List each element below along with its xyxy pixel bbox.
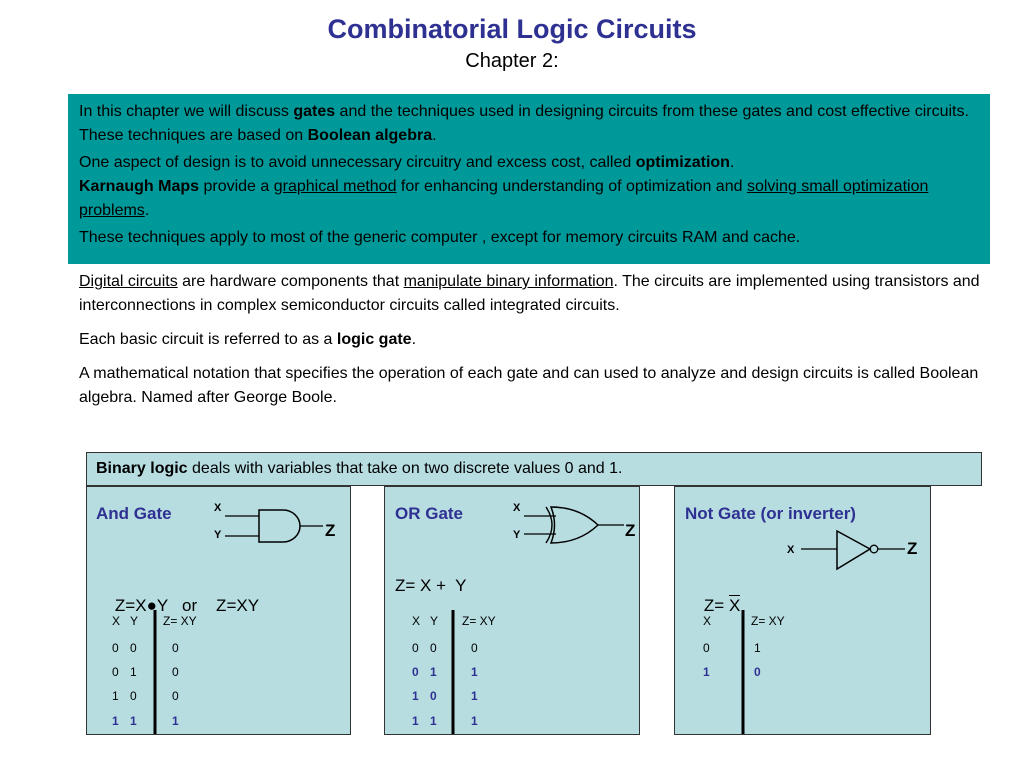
or-cell: 0 — [412, 665, 419, 679]
body-paragraph-1 — [79, 270, 994, 318]
underlined-text: manipulate binary information — [403, 273, 614, 290]
bold-text: Boolean algebra — [307, 127, 433, 144]
and-table-head-y: Y — [130, 614, 139, 628]
and-cell: 0 — [130, 641, 137, 655]
not-gate-symbol — [801, 529, 907, 573]
and-table-divider — [153, 610, 158, 735]
or-output-z-label: Z — [625, 521, 636, 540]
text: Z=X — [114, 596, 147, 615]
text: . — [729, 154, 735, 171]
or-cell: 1 — [412, 714, 419, 728]
not-cell: 0 — [703, 641, 710, 655]
body-text — [79, 270, 994, 420]
or-table-divider — [451, 610, 456, 735]
and-output-z-label: Z — [325, 521, 336, 540]
text: Each basic circuit is referred to as a — [79, 331, 337, 348]
and-gate-symbol — [225, 507, 325, 547]
not-output-z-label: Z — [907, 539, 918, 558]
or-gate-title: OR Gate — [395, 504, 464, 523]
text: One aspect of design is to avoid unnecessary circuitry and excess cost, called — [79, 154, 636, 171]
text: provide a — [199, 178, 274, 195]
text: deals with variables that take on two discrete values 0 and 1. — [187, 460, 623, 477]
text: . The circuits are implemented using transistors and interconnections in complex semiconductor circuits called integrated circuits. — [79, 273, 980, 314]
and-cell: 1 — [130, 665, 137, 679]
bold-text: gates — [293, 103, 336, 120]
not-cell: 0 — [754, 665, 761, 679]
or-input-y-label: Y — [513, 529, 521, 541]
and-input-x-label: X — [214, 502, 222, 514]
or-input-x-label: X — [513, 502, 521, 514]
or-cell: 0 — [412, 641, 419, 655]
or-equation: Z= X + Y — [395, 576, 467, 595]
intro-paragraph-1 — [79, 100, 980, 148]
or-cell: 1 — [430, 714, 437, 728]
and-table-head-x: X — [112, 614, 121, 628]
text: . — [411, 331, 417, 348]
bold-text: Binary logic — [96, 460, 188, 477]
or-cell: 0 — [471, 641, 478, 655]
underlined-text: Digital circuits — [79, 273, 178, 290]
text: In this chapter we will discuss — [79, 103, 294, 120]
or-cell: 1 — [471, 665, 478, 679]
and-gate-title: And Gate — [96, 504, 172, 523]
or-cell: 1 — [471, 689, 478, 703]
not-cell: 1 — [754, 641, 761, 655]
bold-text: logic gate — [336, 331, 412, 348]
and-cell: 0 — [130, 689, 137, 703]
slide-title: Combinatorial Logic Circuits — [327, 14, 697, 44]
not-gate-title: Not Gate (or inverter) — [685, 504, 856, 523]
slide-subtitle: Chapter 2: — [465, 50, 559, 72]
dot-operator-icon: ● — [146, 596, 157, 615]
and-cell: 0 — [172, 689, 179, 703]
and-cell: 0 — [172, 665, 179, 679]
intro-box — [68, 94, 990, 264]
or-cell: 1 — [471, 714, 478, 728]
underlined-text: solving small optimization problems — [79, 178, 929, 219]
text: for enhancing understanding of optimization and — [396, 178, 747, 195]
intro-paragraph-3: These techniques apply to most of the generic computer , except for memory circuits RAM and cache. — [79, 229, 801, 246]
intro-paragraph-2 — [79, 151, 980, 223]
not-input-x-label: X — [787, 544, 795, 556]
or-cell: 0 — [430, 641, 437, 655]
not-gate-panel — [674, 486, 931, 735]
not-table-divider — [741, 610, 746, 735]
text: . — [432, 127, 437, 144]
not-table-head-z: Z= XY — [751, 614, 785, 628]
or-table-head-z: Z= XY — [462, 614, 496, 628]
and-cell: 1 — [112, 714, 119, 728]
or-gate-panel — [384, 486, 640, 735]
bold-text: optimization — [635, 154, 730, 171]
or-cell: 1 — [412, 689, 419, 703]
text: . — [144, 202, 150, 219]
body-paragraph-2 — [79, 328, 994, 352]
bold-text: Karnaugh Maps — [79, 178, 200, 195]
or-cell: 0 — [430, 689, 437, 703]
text: Y or Z=XY — [156, 596, 260, 615]
or-table-head-x: X — [412, 614, 421, 628]
and-gate-panel — [86, 486, 351, 735]
or-gate-symbol — [524, 503, 626, 547]
underlined-text: graphical method — [273, 178, 397, 195]
body-paragraph-3: A mathematical notation that specifies the operation of each gate and can used to analyze and design circuits is called Boolean algebra. Named after George Boole. — [79, 365, 979, 406]
and-cell: 1 — [130, 714, 137, 728]
text-with-overbar: X — [728, 596, 741, 615]
and-cell: 0 — [112, 641, 119, 655]
not-table-head-x: X — [703, 614, 712, 628]
text: and the techniques used in designing circuits from these gates and cost effective circuits. These techniques are based on — [79, 103, 969, 144]
and-cell: 0 — [172, 641, 179, 655]
text: Z= — [703, 596, 729, 615]
and-cell: 1 — [172, 714, 179, 728]
and-table-head-z: Z= XY — [163, 614, 197, 628]
binary-logic-box — [86, 452, 982, 486]
and-cell: 1 — [112, 689, 119, 703]
not-cell: 1 — [703, 665, 710, 679]
text: are hardware components that — [177, 273, 404, 290]
and-cell: 0 — [112, 665, 119, 679]
or-cell: 1 — [430, 665, 437, 679]
and-input-y-label: Y — [214, 529, 222, 541]
or-table-head-y: Y — [430, 614, 439, 628]
not-equation — [685, 576, 740, 636]
